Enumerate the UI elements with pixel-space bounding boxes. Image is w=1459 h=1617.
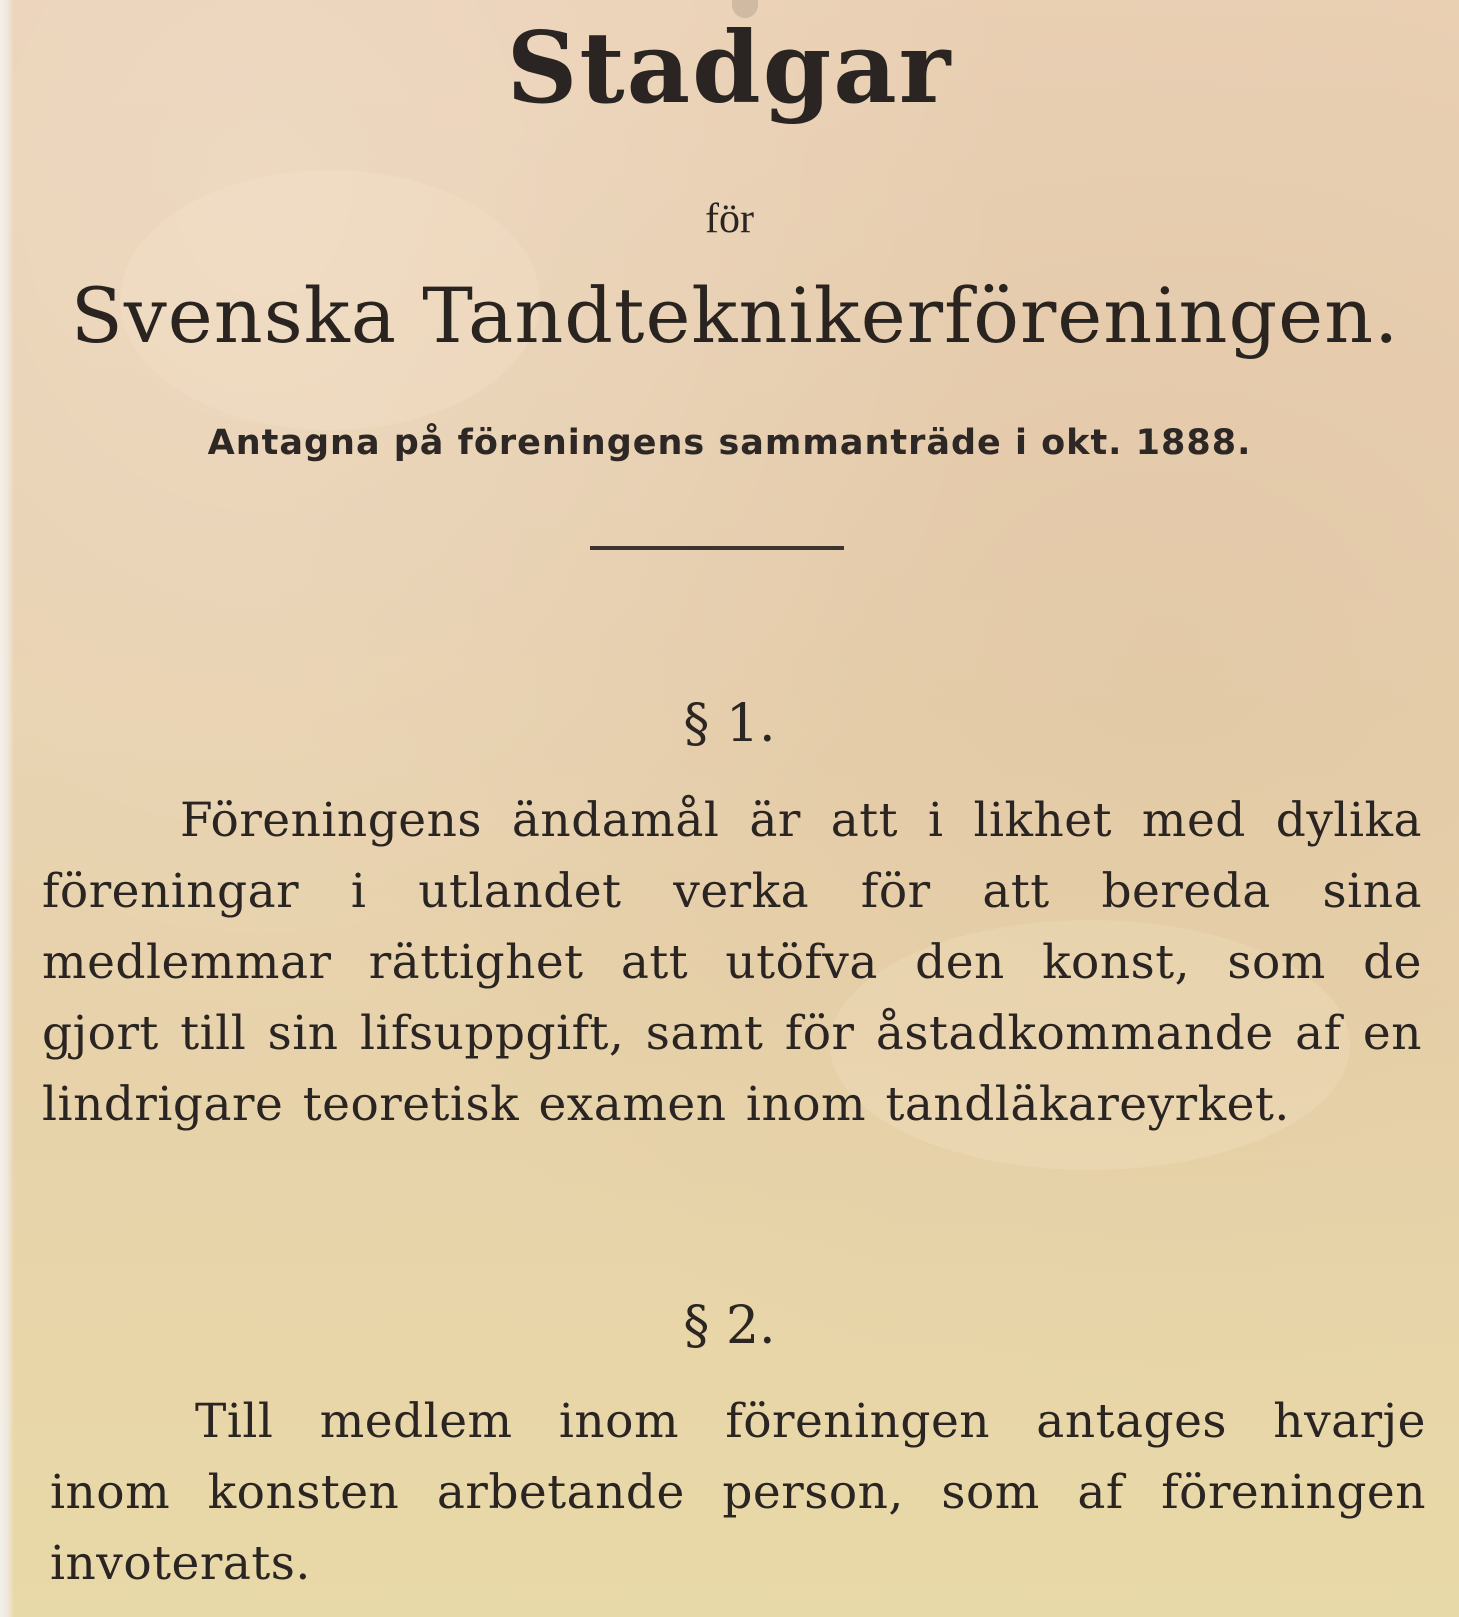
document-title: Stadgar [506, 11, 953, 126]
section-1-number: § 1. [683, 694, 776, 754]
subtitle-for: för [705, 196, 754, 242]
adopted-line: Antagna på föreningens sammanträde i okt. 1888. [207, 423, 1252, 463]
section-1-text: Föreningens ändamål är att i likhet med dylika föreningar i utlandet verka för att bereda sina medlemmar rättighet att utöfva den konst, som de gjort till sin lifsuppgift, samt för åstadkommande af en lindrigare teoretisk examen inom tandläkareyrket. [42, 793, 1422, 1132]
section-divider [590, 546, 844, 550]
paper-left-edge [0, 0, 14, 1617]
section-2-text: Till medlem inom föreningen antages hvarje inom konsten arbetande person, som af föreningen invoterats. [50, 1394, 1426, 1591]
organization-name: Svenska Tandteknikerföreningen. [70, 271, 1400, 360]
section-2-number: § 2. [683, 1296, 776, 1356]
